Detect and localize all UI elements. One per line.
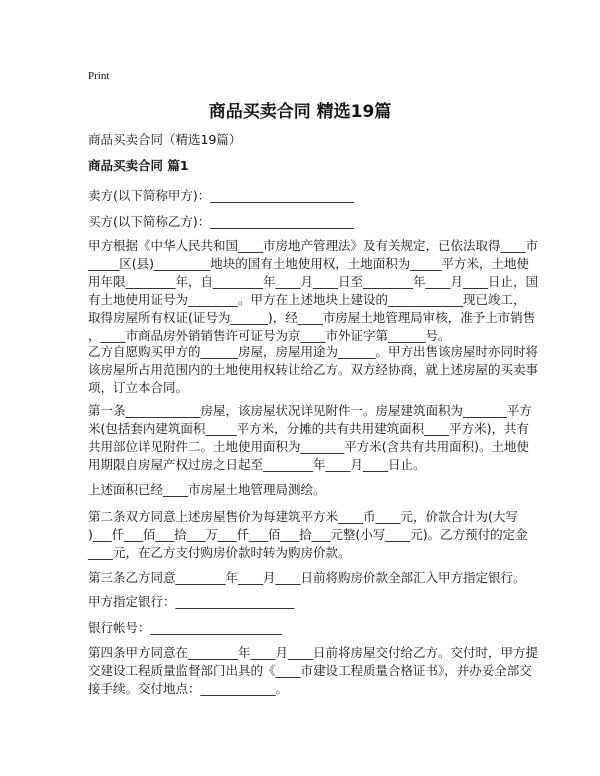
paragraph-line: 项，订立本合同。 [88,380,189,395]
paragraph-line: 交建设工程质量监督部门出具的《____市建设工程质量合格证书》，并办妥全部交 [88,663,532,678]
paragraph-line: 米(包括套内建筑面积_____平方米，分摊的共有共用建筑面积____平方米)，共有 [88,421,530,436]
buyer-line: 买方(以下简称乙方)：_______________________ [88,214,355,229]
paragraph-line: 第二条双方同意上述房屋售价为每建筑平方米____币____元，价款合计为(大写 [88,509,518,524]
paragraph-line: ，____市商品房外销销售许可证号为京____市外证字第______号。 [88,328,451,343]
paragraph-line: 共用部位详见附件二。土地使用面积为_______平方米(含共有共用面积)。土地使 [88,439,530,454]
paragraph-line: 第一条____________房屋，该房屋状况详见附件一。房屋建筑面积为_______平方 [88,403,532,418]
print-link[interactable]: Print [88,70,110,82]
paragraph-line: 第三条乙方同意________年____月____日前将购房价款全部汇入甲方指定银行。 [88,570,526,585]
paragraph-line: 甲方根据《中华人民共和国____市房地产管理法》及有关规定，已依法取得____市 [88,238,539,253]
paragraph-line: 取得房屋所有权证(证号为______)，经____市房屋土地管理局审核，准予上市销售 [88,310,536,325]
paragraph-line: 该房屋所占用范围内的土地使用权转让给乙方。双方经协商，就上述房屋的买卖事 [88,362,539,377]
paragraph-line: 用年限________年，自________年____月____日至________年____月____日止，国 [88,274,539,289]
paragraph-line: 第四条甲方同意在________年____月____日前将房屋交付给乙方。交付时，甲方提 [88,645,539,660]
paragraph-line: 乙方自愿购买甲方的______房屋，房屋用途为______。甲方出售该房屋时亦同时将 [88,344,539,359]
paragraph-line: 有土地使用证号为________。甲方在上述地块上建设的____________现已竣工， [88,292,526,307]
paragraph-line: 接手续。交付地点：____________。 [88,681,289,696]
seller-line: 卖方(以下简称甲方)：_______________________ [88,188,355,203]
paragraph-line: ____元，在乙方支付购房价款时转为购房价款。 [88,545,351,560]
subtitle: 商品买卖合同（精选19篇） [88,132,242,147]
paragraph-line: 用期限自房屋产权过房之日起至________年____月____日止。 [88,457,426,472]
section-heading: 商品买卖合同 篇1 [88,158,189,173]
account-line: 银行帐号：_____________________ [88,620,282,635]
page-title: 商品买卖合同 精选19篇 [208,102,392,122]
bank-line: 甲方指定银行：___________________ [88,594,295,609]
paragraph-line: 上述面积已经____市房屋土地管理局测绘。 [88,482,326,497]
paragraph-line: )___仟___佰___拾___万___仟___佰___拾___元整(小写____元)。乙方预付的定金 [88,527,528,542]
paragraph-line: _____区(县)_________地块的国有土地使用权，土地面积为_____平方米，土地使 [88,256,530,271]
